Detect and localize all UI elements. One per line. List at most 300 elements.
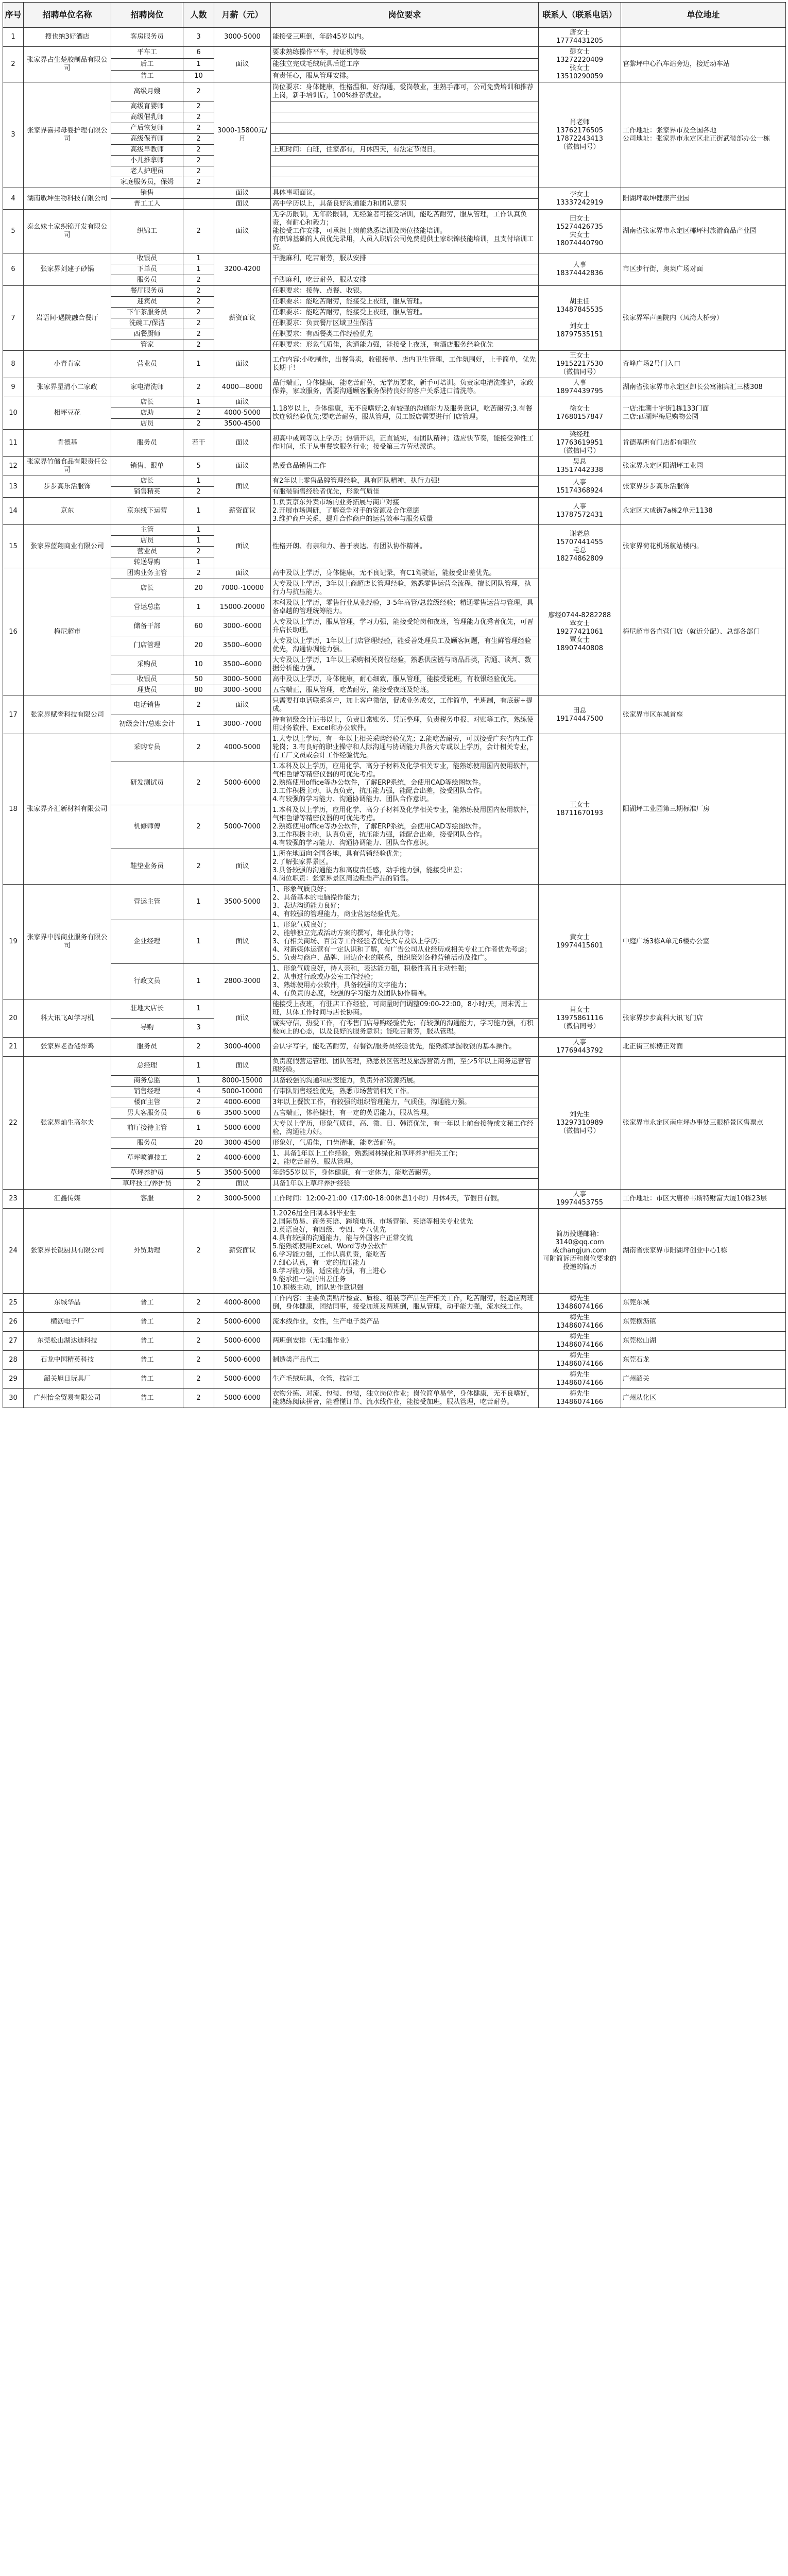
- company-address: 湖南省张家界市永定区卸长公寓湘宾汇三楼308: [621, 378, 786, 397]
- post-name: 织锦工: [111, 210, 183, 253]
- contact-info: 刘先生 13297310989 （微信同号）: [539, 1057, 621, 1190]
- post-name: 普工: [111, 1370, 183, 1389]
- row-number: 25: [3, 1294, 24, 1313]
- requirements: 会认字写字，能吃苦耐劳，有餐饮/服务员经验优先，能熟练掌握收银的基本操作。: [271, 1038, 539, 1057]
- post-name: 管家: [111, 340, 183, 351]
- head-count: 1: [183, 999, 214, 1019]
- company-address: 阳湖坪敏坤健康产业园: [621, 188, 786, 210]
- head-count: 60: [183, 617, 214, 636]
- row-number: 7: [3, 286, 24, 351]
- requirements: [271, 156, 539, 166]
- salary: 4000-6000: [214, 1149, 271, 1168]
- requirements: 1.2026届全日制本科毕业生 2.国际贸易、商务英语、跨境电商、市场营销、英语等相关专业优先 3.英语良好，有四级、专四、专八优先 4.具有较强的沟通能力，能与外国客户正常交流 5.能熟练使用Excel、Word等办公软件 6.学习能力强，工作认真负责，能吃苦 7.细心认真，有一定的抗压能力 8.学习能力强，适应能力强，有上进心 9.能承担一定的出差任务 10.积极主动，团队协作意识强: [271, 1209, 539, 1294]
- table-row: [3, 696, 786, 715]
- head-count: 2: [183, 1097, 214, 1108]
- post-name: 普工: [111, 1332, 183, 1351]
- requirements: 大专以上学历，形象气质佳，高、微、日、韩语优先，有一年以上前台接待或文秘工作经验，沟通能力好。: [271, 1119, 539, 1138]
- post-name: 家电清洗师: [111, 378, 183, 397]
- requirements: 有责任心，服从管理安排。: [271, 71, 539, 82]
- head-count: 2: [183, 734, 214, 761]
- head-count: 2: [183, 318, 214, 329]
- requirements: 大专及以上学历，3年以上商超店长管理经验，熟悉零售运营全流程，擅长团队管理，执行力与抗压能力。: [271, 579, 539, 598]
- requirements: 1.18岁以上，身体健康，无不良嗜好;2.有较强的沟通能力及服务意识，吃苦耐劳;3.有餐饮连锁经验优先;要吃苦耐劳，服从管理，员工饭店需要进行门店管理。: [271, 397, 539, 430]
- post-name: 行政文员: [111, 964, 183, 999]
- contact-info: 梁经理 17763619951 （微信同号）: [539, 430, 621, 457]
- salary: 3000-·5000: [214, 685, 271, 696]
- salary: 3000-5000: [214, 28, 271, 47]
- head-count: 2: [183, 696, 214, 715]
- salary: 面议: [214, 568, 271, 579]
- row-number: 16: [3, 568, 24, 696]
- company-address: 中庭广场3栋A单元6楼办公室: [621, 885, 786, 999]
- company-name: 张家界星清小二家政: [24, 378, 111, 397]
- company-address: 张家界永定区阳湖坪工业园: [621, 457, 786, 476]
- post-name: 楼面主管: [111, 1097, 183, 1108]
- row-number: 4: [3, 188, 24, 210]
- requirements: 任职要求：负责餐厅区域卫生保洁: [271, 318, 539, 329]
- company-address: 工作地址：市区大庸桥韦斯特财富大厦10栋23层: [621, 1190, 786, 1209]
- head-count: 2: [183, 145, 214, 156]
- post-name: 门店管理: [111, 636, 183, 655]
- requirements: 有服装销售经验者优先，形象气质佳: [271, 487, 539, 498]
- salary: 4000-5000: [214, 734, 271, 761]
- requirements: 高中学历以上，具备良好沟通能力和团队意识: [271, 199, 539, 210]
- head-count: [183, 199, 214, 210]
- company-name: 汇鑫传媒: [24, 1190, 111, 1209]
- requirements: 五官端正，体格健壮，有一定的英语能力，服从管理。: [271, 1108, 539, 1119]
- company-address: 奇峰广场2号门入口: [621, 351, 786, 378]
- salary: 15000-20000: [214, 598, 271, 617]
- table-row: [3, 498, 786, 525]
- requirements: [271, 134, 539, 145]
- post-name: 下午茶服务员: [111, 308, 183, 318]
- head-count: 2: [183, 568, 214, 579]
- company-address: 市区步行街，奥莱广场对面: [621, 253, 786, 286]
- head-count: 80: [183, 685, 214, 696]
- head-count: 2: [183, 1038, 214, 1057]
- head-count: 2: [183, 1332, 214, 1351]
- head-count: 2: [183, 297, 214, 308]
- salary: 3500-5000: [214, 1168, 271, 1179]
- post-name: 普工: [111, 1351, 183, 1370]
- company-address: 湖南省张家界市永定区椰坪村旅游商品产业园: [621, 210, 786, 253]
- row-number: 20: [3, 999, 24, 1038]
- table-row: [3, 397, 786, 408]
- post-name: 平车工: [111, 47, 183, 59]
- head-count: 2: [183, 1149, 214, 1168]
- company-name: 小青肯家: [24, 351, 111, 378]
- post-name: 后工: [111, 59, 183, 71]
- table-row: [3, 210, 786, 253]
- head-count: 2: [183, 286, 214, 297]
- salary: 3500-4500: [214, 419, 271, 430]
- company-address: 张家界军声画院内（凤湾大桥旁）: [621, 286, 786, 351]
- table-row: [3, 999, 786, 1019]
- table-row: [3, 378, 786, 397]
- salary: 3500--6000: [214, 655, 271, 674]
- head-count: 2: [183, 408, 214, 419]
- header-post: 招聘岗位: [111, 3, 183, 28]
- header-address: 单位地址: [621, 3, 786, 28]
- row-number: 30: [3, 1389, 24, 1408]
- post-name: 鞋垫业务员: [111, 849, 183, 885]
- contact-info: 梅先生 13486074166: [539, 1370, 621, 1389]
- post-name: 理货员: [111, 685, 183, 696]
- table-header-row: [3, 3, 786, 28]
- company-name: 搜也纳3好酒店: [24, 28, 111, 47]
- post-name: 普工: [111, 1294, 183, 1313]
- post-name: 销售、跟单: [111, 457, 183, 476]
- requirements: 诚实守信，热爱工作，有零售门店导购经验优先；有较强的沟通能力，学习能力强，有积极向上的心态，以及良好的服务意识；能吃苦耐劳，服从管理。: [271, 1019, 539, 1038]
- salary: 面议: [214, 351, 271, 378]
- company-name: 相坪豆花: [24, 397, 111, 430]
- requirements: 1.大专以上学历，有一年以上相关采购经验优先；2.能吃苦耐劳，可以接受广东省内工作轮岗；3.有良好的职业操守和人际沟通与协调能力具备大专或以上学历，会计相关专业，有工厂文员或会计工作经验优先。: [271, 734, 539, 761]
- salary: 面议: [214, 188, 271, 199]
- contact-info: 肖女士 13975861116 （微信同号）: [539, 999, 621, 1038]
- requirements: 衣物分拣、对流、包装、包装，独立岗位作业；岗位简单易学，身体健康，无不良嗜好，能熟练阅读拼音，能看懂订单、流水线作业，能接受加班，服从管理，吃苦耐劳。: [271, 1389, 539, 1408]
- post-name: 储备干部: [111, 617, 183, 636]
- head-count: 1: [183, 498, 214, 525]
- requirements: 1.本科及以上学历，应用化学、高分子材料及化学相关专业，能熟练使用国内使用软件，气相色谱等精密仪器的可优先考虑。 2.熟练使用office等办公软件，了解ERP系统，会使用CAD等绘图软件。 3.工作积极主动，认真负责，抗压能力强，能配合出差，接受团队合作。 4.有较强的学习能力、沟通协调能力、团队合作意识。: [271, 761, 539, 805]
- head-count: 1: [183, 264, 214, 275]
- post-name: 高级早教师: [111, 145, 183, 156]
- requirements: [271, 177, 539, 188]
- contact-info: 人事 18374442836: [539, 253, 621, 286]
- table-row: [3, 1332, 786, 1351]
- post-name: 草坪养护员: [111, 1168, 183, 1179]
- post-name: 企业经理: [111, 920, 183, 964]
- requirements: 1.本科及以上学历，应用化学、高分子材料及化学相关专业，能熟练使用国内使用软件，气相色谱等精密仪器的可优先考虑。 2.熟练使用office等办公软件，了解ERP系统，会使用CAD等绘图软件。 3.工作积极主动，认真负责，抗压能力强，能配合出差，接受团队合作。 4.有较强的学习能力、沟通协调能力、团队合作意识。: [271, 805, 539, 849]
- contact-info: 人事 15174368924: [539, 476, 621, 498]
- contact-info: 田女士 15274426735 宋女士 18074440790: [539, 210, 621, 253]
- company-address: 东莞松山湖: [621, 1332, 786, 1351]
- table-row: [3, 253, 786, 264]
- company-address: 东莞横沥镇: [621, 1313, 786, 1332]
- row-number: 24: [3, 1209, 24, 1294]
- post-name: 销售: [111, 188, 183, 199]
- table-row: [3, 47, 786, 59]
- post-name: 店助: [111, 408, 183, 419]
- company-name: 张家界占生楚胶制品有限公司: [24, 47, 111, 82]
- row-number: 26: [3, 1313, 24, 1332]
- post-name: 收银员: [111, 253, 183, 264]
- contact-info: 人事 18974439795: [539, 378, 621, 397]
- head-count: 1: [183, 1057, 214, 1076]
- requirements: 本科及以上学历，零售行业从业经验，3-5年高管/总监级经验；精通零售运营与管理，具备卓越的管理统筹能力。: [271, 598, 539, 617]
- requirements: 五官端正，服从管理，吃苦耐劳，能接受夜班及轮班。: [271, 685, 539, 696]
- company-address: 东莞石龙: [621, 1351, 786, 1370]
- head-count: 20: [183, 579, 214, 598]
- head-count: 2: [183, 1294, 214, 1313]
- requirements: 大专及以上学历，1年以上采购相关岗位经验，熟悉供应链与商品品类，沟通、谈判、数据分析能力强。: [271, 655, 539, 674]
- requirements: 具体事项面议。: [271, 188, 539, 199]
- head-count: 2: [183, 329, 214, 340]
- requirements: 制造类产品代工: [271, 1351, 539, 1370]
- requirements: 大专及以上学历，1年以上门店管理经验，能妥善处理员工及顾客问题，有生鲜管理经验优先，沟通协调能力强。: [271, 636, 539, 655]
- requirements: 只需要打电话联系客户，加上客户微信，促成业务成交，工作简单，坐班制，有底薪+提成。: [271, 696, 539, 715]
- company-name: 张家界刘建子砂锅: [24, 253, 111, 286]
- company-name: 东莞松山湖达迪科技: [24, 1332, 111, 1351]
- requirements: 高中及以上学历，身体健康，无不良记录，有C1驾驶证，能接受出差优先。: [271, 568, 539, 579]
- head-count: 1: [183, 397, 214, 408]
- post-name: 普工: [111, 71, 183, 82]
- company-address: 张家界市永定区南庄坪办事处三眼桥景区售票点: [621, 1057, 786, 1190]
- requirements: 有2年以上零售品牌管理经验，具有团队精神，执行力强!: [271, 476, 539, 487]
- requirements: 任职要求：能吃苦耐劳，能接受上夜班，服从管理。: [271, 297, 539, 308]
- contact-info: 王女士 19152217530 （微信同号）: [539, 351, 621, 378]
- head-count: 2: [183, 805, 214, 849]
- requirements: 有带队销售经验优先，熟悉市场营销相关工作。: [271, 1087, 539, 1097]
- company-address: 工作地址：张家界市及全国各地 公司地址：张家界市永定区北正街武装部办公一栋: [621, 82, 786, 188]
- salary: 面议: [214, 1179, 271, 1190]
- company-address: 张家界步步高乐活服饰: [621, 476, 786, 498]
- post-name: 服务员: [111, 275, 183, 286]
- post-name: 老人护理员: [111, 166, 183, 177]
- table-row: [3, 1038, 786, 1057]
- contact-info: 彭女士 13272220409 张女士 13510290059: [539, 47, 621, 82]
- post-name: 采购专员: [111, 734, 183, 761]
- head-count: 20: [183, 1138, 214, 1149]
- salary: 面议: [214, 476, 271, 498]
- requirements: 高中及以上学历，身体健康，耐心细致，服从管理，能接受轮班，有收银经验优先。: [271, 674, 539, 685]
- table-row: [3, 1057, 786, 1076]
- row-number: 14: [3, 498, 24, 525]
- salary: 5000-6000: [214, 1332, 271, 1351]
- head-count: 2: [183, 156, 214, 166]
- salary: 2800-3000: [214, 964, 271, 999]
- requirements: 1、形象气质良好； 2、能够独立完成活动方案的撰写，细化执行等； 3、有相关商场、百货等工作经验者优先大专及以上学历； 4、对新媒体运营有一定认识和了解，有广告公司从业经历或相关专业工作者优先考虑； 5、负责与商户、品牌、周边企业的联系，组织策划各种营销活动及推广。: [271, 920, 539, 964]
- contact-info: 人事 19974453755: [539, 1190, 621, 1209]
- company-name: 张家界灿生高尔夫: [24, 1057, 111, 1190]
- head-count: 2: [183, 1313, 214, 1332]
- head-count: 5: [183, 457, 214, 476]
- header-contact: 联系人（联系电话）: [539, 3, 621, 28]
- header-requirements: 岗位要求: [271, 3, 539, 28]
- post-name: 店长: [111, 579, 183, 598]
- salary: 面议: [214, 199, 271, 210]
- head-count: 1: [183, 525, 214, 536]
- table-row: [3, 568, 786, 579]
- contact-info: 谢老总 15707441455 毛总 18274862809: [539, 525, 621, 568]
- company-address: 肯德基所有门店都有职位: [621, 430, 786, 457]
- requirements: 无学历限制，无年龄限制，无经验者可接受培训，能吃苦耐劳，服从管理，工作认真负责，有耐心和毅力； 能接受工作安排，可承担上岗前熟悉培训及岗位技能培训。 有织锦基础的人员优先录用，人员入职后公司免费提供土家织锦技能培训，且支付培训工资。: [271, 210, 539, 253]
- salary: 5000-6000: [214, 1351, 271, 1370]
- salary: 面议: [214, 210, 271, 253]
- salary: 3000-4000: [214, 1038, 271, 1057]
- post-name: 电话销售: [111, 696, 183, 715]
- salary: 5000-10000: [214, 1087, 271, 1097]
- head-count: 1: [183, 351, 214, 378]
- row-number: 19: [3, 885, 24, 999]
- company-address: 张家界步步高科大讯飞门店: [621, 999, 786, 1038]
- salary: 3000-15800元/月: [214, 82, 271, 188]
- table-row: [3, 457, 786, 476]
- head-count: 50: [183, 674, 214, 685]
- post-name: 店长: [111, 476, 183, 487]
- salary: 5000-6000: [214, 761, 271, 805]
- salary: 面议: [214, 47, 271, 82]
- post-name: 导购: [111, 1019, 183, 1038]
- company-name: 张家界喜邦母婴护理有限公司: [24, 82, 111, 188]
- requirements: 两班倒安排（无尘服作业）: [271, 1332, 539, 1351]
- company-name: 张家界齐汇新材料有限公司: [24, 734, 111, 885]
- table-row: [3, 1209, 786, 1294]
- post-name: 外贸助理: [111, 1209, 183, 1294]
- salary: 5000-6000: [214, 1389, 271, 1408]
- requirements: 3年以上餐饮工作，有较强的组织管理能力，气质佳，沟通能力强。: [271, 1097, 539, 1108]
- row-number: 5: [3, 210, 24, 253]
- company-name: 泰幺妹土家织锦开发有限公司: [24, 210, 111, 253]
- requirements: 年龄55岁以下，身体健康，有一定体力，能吃苦耐劳。: [271, 1168, 539, 1179]
- post-name: 京东线下运营: [111, 498, 183, 525]
- post-name: 家庭服务员，保姆: [111, 177, 183, 188]
- head-count: 2: [183, 112, 214, 123]
- head-count: 2: [183, 123, 214, 134]
- head-count: 2: [183, 82, 214, 101]
- contact-info: 唐女士 17774431205: [539, 28, 621, 47]
- company-address: 东莞东城: [621, 1294, 786, 1313]
- post-name: 总经理: [111, 1057, 183, 1076]
- salary: 薪资面议: [214, 286, 271, 351]
- salary: 面议: [214, 999, 271, 1038]
- contact-info: 梅先生 13486074166: [539, 1332, 621, 1351]
- salary: 3000-·6000: [214, 617, 271, 636]
- head-count: 2: [183, 547, 214, 557]
- post-name: 收银员: [111, 674, 183, 685]
- table-row: [3, 1294, 786, 1313]
- head-count: 2: [183, 101, 214, 112]
- requirements: 工作时间：12:00-21:00（17:00-18:00休息1小时）月休4天，节假日有假。: [271, 1190, 539, 1209]
- head-count: 4: [183, 1087, 214, 1097]
- head-count: 1: [183, 59, 214, 71]
- requirements: 工作内容:小吃制作，出餐售卖，收银接单、店内卫生管理，工作氛围好，上手简单，优先长期干！: [271, 351, 539, 378]
- company-name: 石龙中国精英科技: [24, 1351, 111, 1370]
- row-number: 23: [3, 1190, 24, 1209]
- post-name: 普工: [111, 1389, 183, 1408]
- requirements: 具备较强的沟通和应变能力，负责外部资源拓展。: [271, 1076, 539, 1087]
- head-count: 3: [183, 1019, 214, 1038]
- salary: 4000—8000: [214, 378, 271, 397]
- requirements: 形象好，气质佳，口齿清晰，能吃苦耐劳。: [271, 1138, 539, 1149]
- salary: 面议: [214, 696, 271, 715]
- post-name: 初级会计/总账会计: [111, 715, 183, 734]
- table-row: [3, 28, 786, 47]
- post-name: 草坪技工/养护员: [111, 1179, 183, 1190]
- salary: 3000-4500: [214, 1138, 271, 1149]
- requirements: 能接受三班倒，年龄45岁以内。: [271, 28, 539, 47]
- head-count: 2: [183, 210, 214, 253]
- post-name: 迎宾员: [111, 297, 183, 308]
- row-number: 6: [3, 253, 24, 286]
- head-count: 2: [183, 340, 214, 351]
- table-row: [3, 1389, 786, 1408]
- post-name: 洗碗工/保洁: [111, 318, 183, 329]
- company-address: 阳湖坪工业园第三期标准厂房: [621, 734, 786, 885]
- requirements: [271, 166, 539, 177]
- head-count: 2: [183, 378, 214, 397]
- head-count: [183, 188, 214, 199]
- head-count: 1: [183, 964, 214, 999]
- company-address: 湖南省张家界市阳湖坪创业中心1栋: [621, 1209, 786, 1294]
- post-name: 高级保育师: [111, 134, 183, 145]
- post-name: 普工: [111, 1313, 183, 1332]
- requirements: 工作内容：主要负责贴片检查、质检、组装等产品生产相关工作，吃苦耐劳，能适应两班倒，身体健康，团结同事，接受加班及两班倒，服从管理，动手能力强，流水线工作。: [271, 1294, 539, 1313]
- requirements: 任职要求：能吃苦耐劳，能接受上夜班，服从管理。: [271, 308, 539, 318]
- post-name: 机修师傅: [111, 805, 183, 849]
- post-name: 营业员: [111, 547, 183, 557]
- requirements: 1、具备1年以上工作经验，熟悉园林绿化和草坪养护相关工作； 2、能吃苦耐劳，服从管理。: [271, 1149, 539, 1168]
- table-row: [3, 286, 786, 297]
- head-count: 1: [183, 253, 214, 264]
- row-number: 11: [3, 430, 24, 457]
- post-name: 销售精英: [111, 487, 183, 498]
- post-name: 主管: [111, 525, 183, 536]
- table-row: [3, 1370, 786, 1389]
- head-count: 1: [183, 715, 214, 734]
- requirements: 任职要求：形象气质佳，沟通能力强，能接受上夜班，有酒店服务经验优先: [271, 340, 539, 351]
- company-address: [621, 28, 786, 47]
- post-name: 转送导购: [111, 557, 183, 568]
- head-count: 1: [183, 598, 214, 617]
- contact-info: 人事 13787572431: [539, 498, 621, 525]
- head-count: 3: [183, 28, 214, 47]
- salary: 面议: [214, 525, 271, 568]
- row-number: 21: [3, 1038, 24, 1057]
- requirements: 性格开朗、有亲和力、善于表达、有团队协作精神。: [271, 525, 539, 568]
- head-count: 2: [183, 134, 214, 145]
- head-count: 1: [183, 557, 214, 568]
- head-count: 2: [183, 849, 214, 885]
- post-name: 服务员: [111, 1138, 183, 1149]
- row-number: 28: [3, 1351, 24, 1370]
- head-count: 2: [183, 1209, 214, 1294]
- post-name: 客服: [111, 1190, 183, 1209]
- row-number: 9: [3, 378, 24, 397]
- requirements: [271, 112, 539, 123]
- post-name: 下单员: [111, 264, 183, 275]
- company-name: 广州怡全贸易有限公司: [24, 1389, 111, 1408]
- requirements: 1.所在地面向全国各地，具有营销经验优先； 2.了解张家界景区。 3.具备较强的沟通能力和高度责任感，动手能力强，能接受出差； 4.岗位职责：张家界景区周边鞋垫产品的销售。: [271, 849, 539, 885]
- post-name: 小儿推拿师: [111, 156, 183, 166]
- requirements: 大专及以上学历，服从管理，学习力强，能接受轮岗和夜班，管理能力优秀者优先，可晋升店长助理。: [271, 617, 539, 636]
- head-count: 2: [183, 1179, 214, 1190]
- post-name: 团购业务主管: [111, 568, 183, 579]
- salary: 面议: [214, 1057, 271, 1076]
- requirements: 热爱食品销售工作: [271, 457, 539, 476]
- header-company: 招聘单位名称: [24, 3, 111, 28]
- salary: 3000-·7000: [214, 715, 271, 734]
- requirements: 干脆麻利，吃苦耐劳，服从安排: [271, 253, 539, 264]
- company-address: 梅尼超市各直营门店（就近分配）、总部各部门: [621, 568, 786, 696]
- row-number: 12: [3, 457, 24, 476]
- company-address: 一店:推潮十字街1栋133门面 二店:西湖坪梅尼购物公园: [621, 397, 786, 430]
- salary: 7000-·10000: [214, 579, 271, 598]
- company-address: 官黎坪中心汽车站旁边，接近动车站: [621, 47, 786, 82]
- company-name: 张家界竹储食品有限责任公司: [24, 457, 111, 476]
- head-count: 2: [183, 1190, 214, 1209]
- table-row: [3, 1190, 786, 1209]
- company-name: 肯德基: [24, 430, 111, 457]
- salary: 面议: [214, 849, 271, 885]
- requirements: 能接受上夜班，有驻店工作经验，可商量时间调整09:00-22:00，8小时/天，周末需上班，具体工作时间与店长协商。: [271, 999, 539, 1019]
- post-name: 商务总监: [111, 1076, 183, 1087]
- contact-info: 徐女士 17680157847: [539, 397, 621, 430]
- table-row: [3, 1351, 786, 1370]
- post-name: 普工工人: [111, 199, 183, 210]
- contact-info: 肖老师 13762176505 17872243413 （微信同号）: [539, 82, 621, 188]
- contact-info: 李女士 13337242919: [539, 188, 621, 210]
- head-count: 1: [183, 536, 214, 547]
